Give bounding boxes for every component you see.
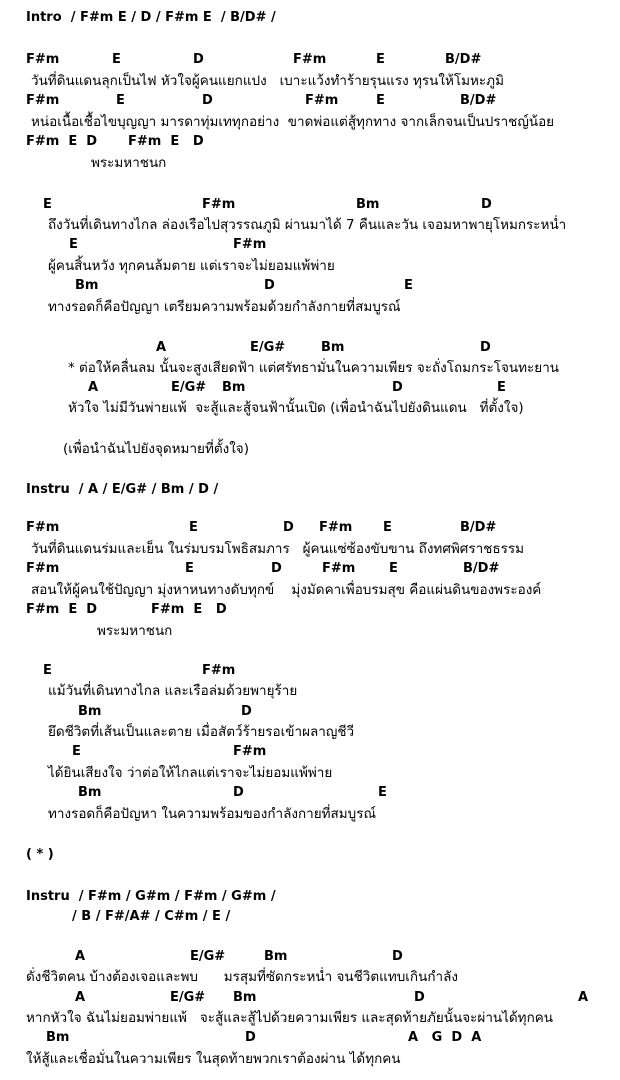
chord-row (0, 703, 620, 721)
chord-label: A (75, 990, 86, 1005)
chord-label: B/D# (463, 561, 500, 576)
chord-label: Bm (75, 278, 99, 293)
lyric-line: ได้ยินเสียงใจ ว่าต่อให้ไกลแต่เราจะไม่ยอมแพ้พ่าย (48, 765, 333, 781)
chord-row (0, 92, 620, 110)
lyric-line: ให้สู้และเชื่อมั่นในความเพียร ในสุดท้ายพวกเราต้องผ่าน ได้ทุกคน (26, 1051, 401, 1067)
chord-label: D (392, 949, 403, 964)
chord-label: D (481, 197, 492, 212)
chord-label: E (43, 197, 52, 212)
lyric-line: ถึงวันที่เดินทางไกล ล่องเรือไปสุวรรณภูมิ ผ่านมาได้ 7 คืนและวัน เจอมหาพายุโหมกระหน่ำ (48, 217, 567, 233)
lyric-line: ยึดชีวิตที่เส้นเป็นและตาย เมื่อสัตว์ร้ายรอเข้าผลาญชีวี (48, 724, 355, 740)
lyric-line: หัวใจ ไม่มีวันพ่ายแพ้ จะสู้และสู้จนฟ้านั้นเปิด (เพื่อนำฉันไปยังดินแดน ที่ตั้งใจ) (68, 400, 524, 416)
lyric-line: พระมหาชนก (97, 623, 173, 639)
chord-label: F#m E D (151, 602, 227, 617)
chord-label: F#m E D (128, 134, 204, 149)
chord-row (0, 1029, 620, 1047)
chord-label: D (480, 340, 491, 355)
chord-row (0, 133, 620, 151)
chord-label: F#m E D (26, 134, 98, 149)
lyric-line: * ต่อให้คลื่นลม นั้นจะสูงเสียดฟ้า แต่ศรัทธามั่นในความเพียร จะถั่งโถมกระโจนทะยาน (68, 360, 560, 376)
chord-label: E/G# (171, 380, 207, 395)
chord-row (0, 784, 620, 802)
chord-label: F#m (26, 520, 60, 535)
chord-label: Bm (321, 340, 345, 355)
chord-label: E (72, 744, 81, 759)
chord-label: E (189, 520, 198, 535)
chord-label: F#m (233, 237, 267, 252)
chord-label: F#m (26, 561, 60, 576)
chord-label: D (202, 93, 213, 108)
lyric-line: พระมหาชนก (91, 155, 167, 171)
chord-label: B/D# (460, 93, 497, 108)
chord-label: F#m (233, 744, 267, 759)
chord-label: Bm (356, 197, 380, 212)
chord-row (0, 196, 620, 214)
lyric-line: หากหัวใจ ฉันไม่ยอมพ่ายแพ้ จะสู้และสู้ไปด้วยความเพียร และสุดท้ายภัยนั้นจะผ่านได้ทุกคน (26, 1010, 554, 1026)
chord-label: F#m (202, 663, 236, 678)
chord-label: E (389, 561, 398, 576)
lyric-line: ดั่งชีวิตคน บ้างต้องเจอและพบ มรสุมที่ซัดกระหน่ำ จนชีวิตแทบเกินกำลัง (26, 969, 458, 985)
chord-row (0, 277, 620, 295)
chord-label: D (283, 520, 294, 535)
chord-label: F#m E D (26, 602, 98, 617)
chord-label: Bm (222, 380, 246, 395)
chord-row (0, 519, 620, 537)
chord-label: E (43, 663, 52, 678)
chord-label: E (185, 561, 194, 576)
chord-label: E (376, 52, 385, 67)
chord-label: F#m (293, 52, 327, 67)
chord-label: A (75, 949, 86, 964)
chord-label: Bm (78, 785, 102, 800)
section-header: ( * ) (26, 847, 54, 862)
chord-label: D (271, 561, 282, 576)
chord-label: E (69, 237, 78, 252)
chord-label: E (378, 785, 387, 800)
chord-label: D (245, 1030, 256, 1045)
chord-label: E/G# (170, 990, 206, 1005)
chord-label: B/D# (445, 52, 482, 67)
chord-label: F#m (305, 93, 339, 108)
chord-row (0, 379, 620, 397)
chord-row (0, 339, 620, 357)
chord-label: Bm (46, 1030, 70, 1045)
chord-row (0, 662, 620, 680)
chord-label: E/G# (250, 340, 286, 355)
lyric-line: หน่อเนื้อเชื้อไขบุญญา มารดาทุ่มเททุกอย่าง ขาดพ่อแต่สู้ทุกทาง จากเล็กจนเป็นปราชญ์น้อย (31, 114, 555, 130)
chord-label: F#m (26, 52, 60, 67)
chord-label: B/D# (460, 520, 497, 535)
chord-row (0, 601, 620, 619)
lyric-line: ทางรอดก็คือปัญญา เตรียมความพร้อมด้วยกำลังกายที่สมบูรณ์ (48, 299, 401, 315)
chord-row (0, 989, 620, 1007)
chord-label: D (193, 52, 204, 67)
chord-label: A (156, 340, 167, 355)
lyric-line: วันที่ดินแดนลุกเป็นไฟ หัวใจผู้คนแยกแปง เบาะแว้งทำร้ายรุนแรง ทุรนให้โมหะภูมิ (31, 73, 504, 89)
section-header: Instru / A / E/G# / Bm / D / (26, 482, 219, 497)
chord-label: E (497, 380, 506, 395)
lyric-line: วันที่ดินแดนร่มและเย็น ในร่มบรมโพธิสมภาร ผู้คนแซ่ซ้องขับขาน ถึงทศพิศราชธรรม (31, 541, 525, 557)
chord-label: E (116, 93, 125, 108)
chord-label: D (392, 380, 403, 395)
lyric-line: สอนให้ผู้คนใช้ปัญญา มุ่งหาหนทางดับทุกข์ มุ่งมัดคาเพื่อบรมสุข คือแผ่นดินของพระองค์ (31, 582, 542, 598)
chord-label: E (112, 52, 121, 67)
lyric-line: แม้วันที่เดินทางไกล และเรือล่มด้วยพายุร้าย (48, 683, 298, 699)
chord-label: E (376, 93, 385, 108)
section-header: Intro / F#m E / D / F#m E / B/D# / (26, 10, 276, 25)
chord-row (0, 560, 620, 578)
lyric-line: (เพื่อนำฉันไปยังจุดหมายที่ตั้งใจ) (63, 441, 249, 457)
chord-label: D (264, 278, 275, 293)
chord-label: Bm (78, 704, 102, 719)
section-header: / B / F#/A# / C#m / E / (72, 909, 231, 924)
chord-label: A G D A (408, 1030, 482, 1045)
section-header: Instru / F#m / G#m / F#m / G#m / (26, 889, 276, 904)
chord-label: D (233, 785, 244, 800)
chord-row (0, 743, 620, 761)
chord-label: D (241, 704, 252, 719)
chord-label: A (578, 990, 589, 1005)
lyric-line: ผู้คนสิ้นหวัง ทุกคนล้มตาย แต่เราจะไม่ยอมแพ้พ่าย (48, 258, 335, 274)
chord-label: D (414, 990, 425, 1005)
chord-label: E (383, 520, 392, 535)
chord-row (0, 236, 620, 254)
chord-label: A (88, 380, 99, 395)
chord-label: Bm (264, 949, 288, 964)
chord-row (0, 51, 620, 69)
chord-label: F#m (319, 520, 353, 535)
chord-label: F#m (322, 561, 356, 576)
chord-label: E (404, 278, 413, 293)
chord-label: E/G# (190, 949, 226, 964)
lyric-line: ทางรอดก็คือปัญหา ในความพร้อมของกำลังกายที่สมบูรณ์ (48, 806, 377, 822)
chord-label: F#m (26, 93, 60, 108)
chord-label: F#m (202, 197, 236, 212)
chord-label: Bm (233, 990, 257, 1005)
chord-row (0, 948, 620, 966)
